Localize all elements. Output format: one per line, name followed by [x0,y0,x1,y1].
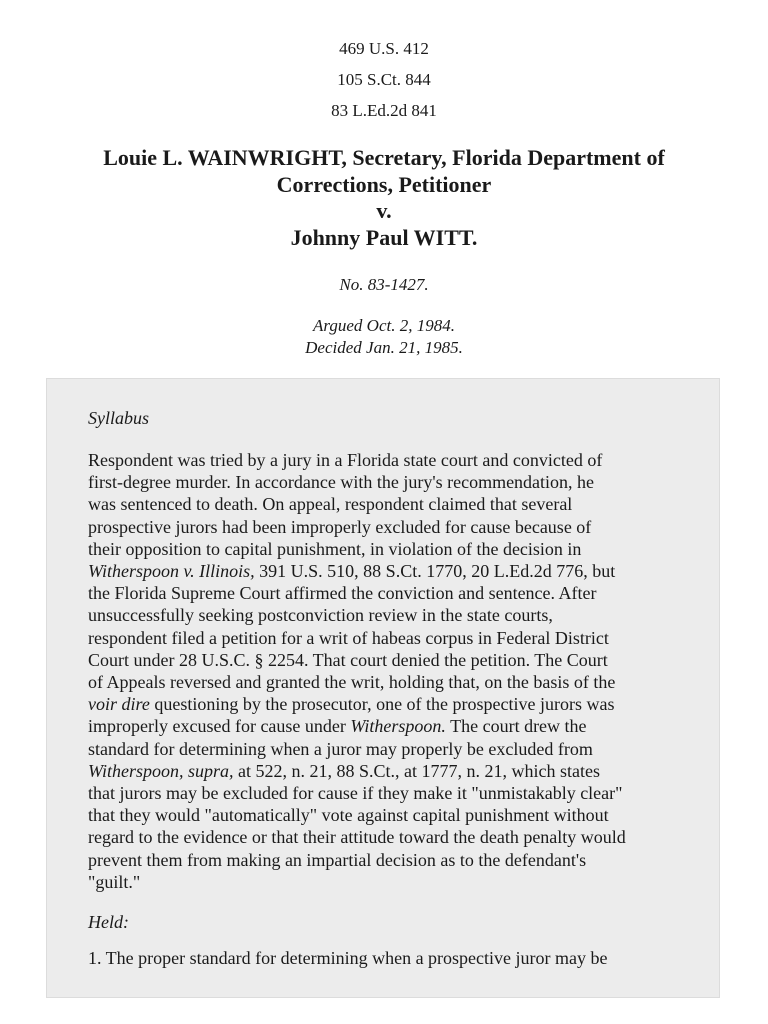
argued-date: Argued Oct. 2, 1984. [313,316,455,335]
case-dates [0,315,768,359]
case-title-line-4: Johnny Paul WITT. [290,224,478,250]
case-title-line-2: Corrections, Petitioner [276,171,492,197]
case-citation-witherspoon-supra: Witherspoon, supra, [88,760,234,781]
syllabus-line: that jurors may be excluded for cause if they make it "unmistakably clear" [88,783,623,804]
syllabus-line: Respondent was tried by a jury in a Florida state court and convicted of [88,450,603,470]
syllabus-line: their opposition to capital punishment, in violation of the decision in [88,538,582,559]
syllabus-line: the Florida Supreme Court affirmed the conviction and sentence. After [88,583,597,604]
syllabus-line [88,715,688,737]
citation-supreme-court-reporter: 105 S.Ct. 844 [337,70,431,89]
decided-date: Decided Jan. 21, 1985. [305,338,463,357]
syllabus-line: regard to the evidence or that their attitude toward the death penalty would [88,827,626,848]
syllabus-line [88,560,688,582]
syllabus-paragraph [88,449,688,893]
syllabus-content [88,406,688,969]
syllabus-line: standard for determining when a juror may properly be excluded from [88,738,593,759]
syllabus-line: prevent them from making an impartial decision as to the defendant's [88,849,587,870]
held-heading: Held: [88,912,129,933]
syllabus-line: prospective jurors had been improperly excluded for cause because of [88,516,592,537]
syllabus-line [88,760,688,782]
case-citation-witherspoon-v-illinois: Witherspoon v. Illinois, [88,561,255,582]
syllabus-line: Court under 28 U.S.C. § 2254. That court denied the petition. The Court [88,649,608,670]
syllabus-line-text: at 522, n. 21, 88 S.Ct., at 1777, n. 21, which states [233,760,600,781]
citations [0,33,768,126]
syllabus-line: first-degree murder. In accordance with the jury's recommendation, he [88,472,595,493]
syllabus-panel [46,378,720,998]
case-title-line-1: Louie L. WAINWRIGHT, Secretary, Florida Department of [103,145,665,170]
case-citation-witherspoon: Witherspoon. [350,716,446,737]
case-title-versus: v. [376,198,392,223]
syllabus-line: unsuccessfully seeking postconviction review in the state courts, [88,605,553,626]
syllabus-line: respondent filed a petition for a writ of habeas corpus in Federal District [88,627,609,648]
syllabus-line [88,693,688,715]
syllabus-line: "guilt." [88,871,141,892]
syllabus-line-text: 391 U.S. 510, 88 S.Ct. 1770, 20 L.Ed.2d 776, but [254,561,616,582]
citation-us-reports: 469 U.S. 412 [339,39,429,58]
syllabus-line: of Appeals reversed and granted the writ, holding that, on the basis of the [88,672,616,693]
docket-number: No. 83-1427. [339,275,429,294]
syllabus-line-text: improperly excused for cause under [88,716,351,737]
syllabus-line-text: The court drew the [445,716,587,737]
case-title [0,145,768,251]
syllabus-line: that they would "automatically" vote against capital punishment without [88,805,609,826]
held-item-1: 1. The proper standard for determining when a prospective juror may be [88,948,608,969]
citation-lawyers-edition: 83 L.Ed.2d 841 [331,101,437,120]
term-voir-dire: voir dire [88,694,150,715]
syllabus-line: was sentenced to death. On appeal, respondent claimed that several [88,494,573,515]
syllabus-line-text: questioning by the prosecutor, one of the prospective jurors was [149,694,615,715]
syllabus-heading: Syllabus [88,408,149,428]
